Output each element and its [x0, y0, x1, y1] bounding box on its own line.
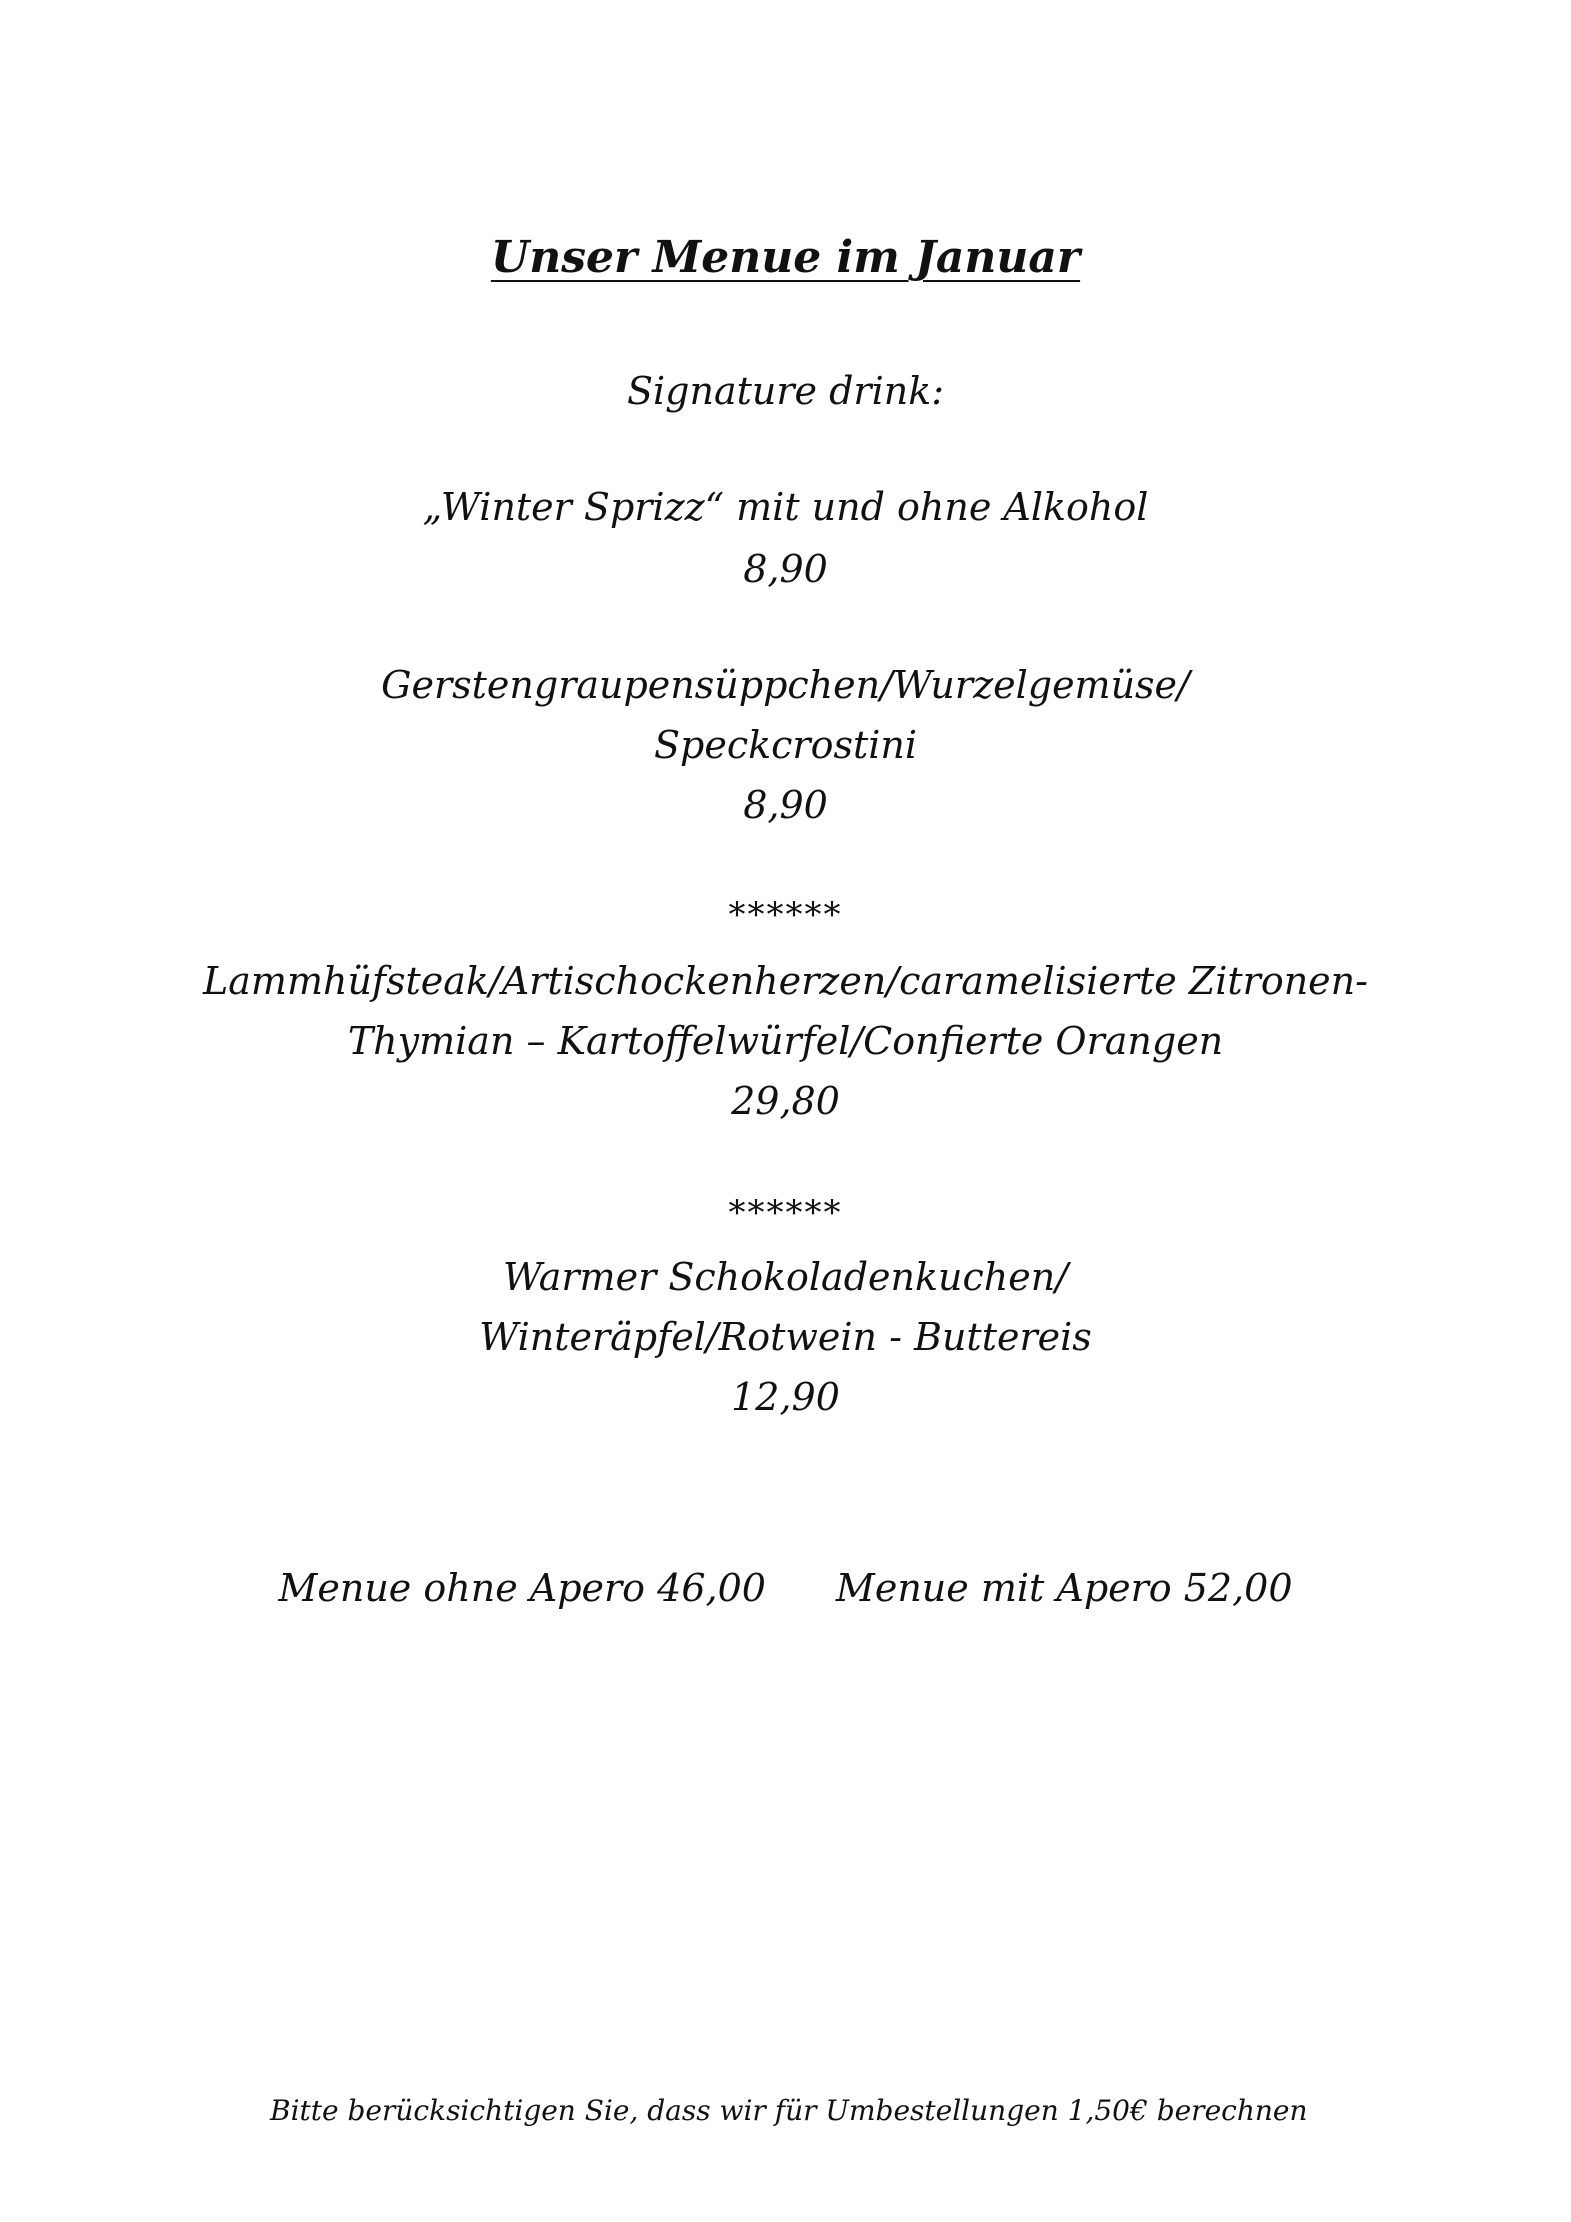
footnote: Bitte berücksichtigen Sie, dass wir für Umbestellungen 1,50€ berechnen — [270, 2094, 1308, 2127]
drink-name: „Winter Sprizz“ mit und ohne Alkohol — [422, 485, 1149, 529]
total-with-apero: Menue mit Apero 52,00 — [835, 1566, 1293, 1610]
course-separator: ****** — [728, 1193, 843, 1233]
drink-heading: Signature drink: — [626, 369, 945, 413]
course-separator: ****** — [728, 895, 843, 935]
total-without-apero: Menue ohne Apero 46,00 — [278, 1566, 766, 1610]
main-line-2: Thymian – Kartoffelwürfel/Confierte Orangen — [347, 1019, 1224, 1063]
drink-price: 8,90 — [743, 547, 828, 591]
menu-title: Unser Menue im Januar — [490, 232, 1081, 283]
menu-totals — [0, 1566, 1571, 1610]
main-price: 29,80 — [731, 1079, 840, 1123]
dessert-line-2: Winteräpfel/Rotwein - Buttereis — [479, 1315, 1092, 1359]
dessert-price: 12,90 — [731, 1375, 840, 1419]
starter-price: 8,90 — [743, 783, 828, 827]
starter-line-2: Speckcrostini — [653, 723, 918, 767]
main-line-1: Lammhüfsteak/Artischockenherzen/caramelisierte Zitronen- — [203, 959, 1368, 1003]
starter-line-1: Gerstengraupensüppchen/Wurzelgemüse/ — [381, 663, 1190, 707]
dessert-line-1: Warmer Schokoladenkuchen/ — [502, 1255, 1069, 1299]
